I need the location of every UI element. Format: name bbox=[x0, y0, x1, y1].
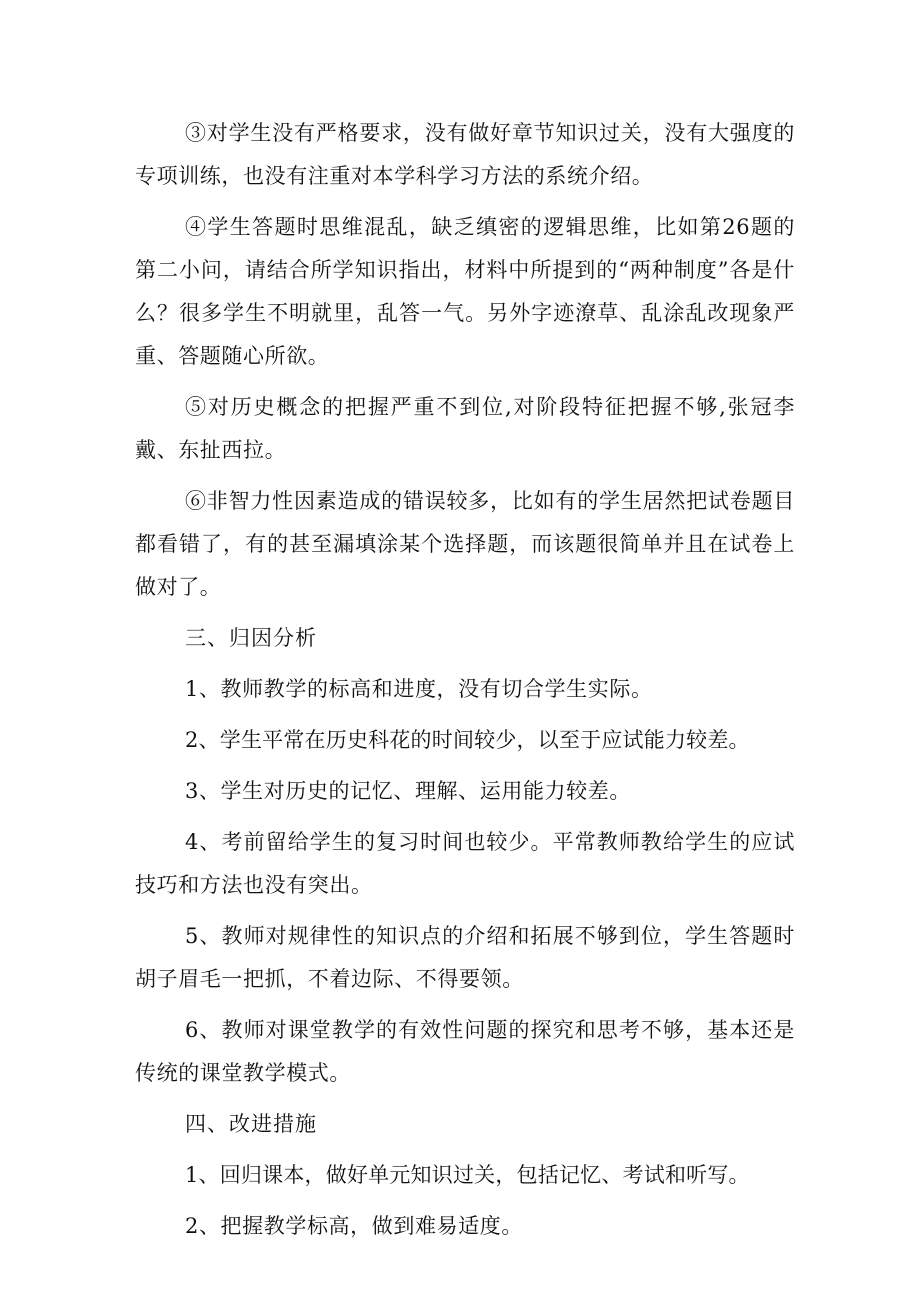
cause-item-3: 3、学生对历史的记忆、理解、运用能力较差。 bbox=[185, 779, 631, 803]
measure-item-2: 2、把握教学标高，做到难易适度。 bbox=[185, 1214, 523, 1238]
document-body bbox=[135, 112, 795, 1256]
measure-item-1: 1、回归课本，做好单元知识过关，包括记忆、考试和听写。 bbox=[185, 1163, 750, 1187]
cause-item-2: 2、学生平常在历史科花的时间较少，以至于应试能力较差。 bbox=[185, 728, 750, 752]
paragraph-item-4: ④学生答题时思维混乱，缺乏缜密的逻辑思维，比如第26题的第二小问，请结合所学知识指出，材料中所提到的“两种制度”各是什么？很多学生不明就里，乱答一气。另外字迹潦草、乱涂乱改现象严重、答题随心所欲。 bbox=[135, 215, 795, 368]
cause-item-1: 1、教师教学的标高和进度，没有切合学生实际。 bbox=[185, 677, 653, 701]
cause-item-5: 5、教师对规律性的知识点的介绍和拓展不够到位，学生答题时胡子眉毛一把抓，不着边际、不得要领。 bbox=[135, 924, 795, 991]
paragraph-item-6: ⑥非智力性因素造成的错误较多，比如有的学生居然把试卷题目都看错了，有的甚至漏填涂某个选择题，而该题很简单并且在试卷上做对了。 bbox=[135, 489, 795, 599]
cause-item-6: 6、教师对课堂教学的有效性问题的探究和思考不够，基本还是传统的课堂教学模式。 bbox=[135, 1018, 795, 1085]
section-heading-improvement-measures: 四、改进措施 bbox=[185, 1112, 317, 1136]
cause-item-4: 4、考前留给学生的复习时间也较少。平常教师教给学生的应试技巧和方法也没有突出。 bbox=[135, 830, 795, 897]
paragraph-item-5: ⑤对历史概念的把握严重不到位,对阶段特征把握不够,张冠李戴、东扯西拉。 bbox=[135, 395, 795, 462]
section-heading-cause-analysis: 三、归因分析 bbox=[185, 626, 317, 650]
paragraph-item-3: ③对学生没有严格要求，没有做好章节知识过关，没有大强度的专项训练，也没有注重对本学科学习方法的系统介绍。 bbox=[135, 121, 795, 188]
